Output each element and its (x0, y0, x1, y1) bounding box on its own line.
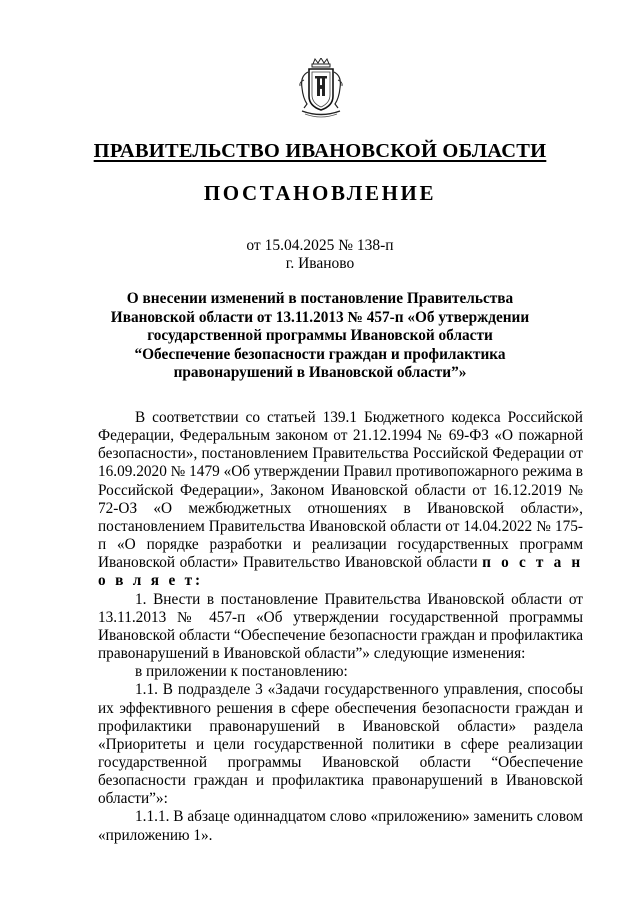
organization-name (0, 140, 640, 163)
document-title: О внесении изменений в постановление Правительства Ивановской области от 13.11.2013 № 457-п «Об утверждении государственной программы Ивановской области “Обеспечение безопасности граждан и профилактика правонарушений в Ивановской области”» (110, 290, 530, 382)
document-meta (0, 237, 640, 273)
paragraph-preamble (98, 409, 583, 591)
organization-text: ПРАВИТЕЛЬСТВО ИВАНОВСКОЙ ОБЛАСТИ (93, 140, 547, 162)
paragraph-appendix: в приложении к постановлению: (135, 663, 348, 681)
coat-of-arms-icon (296, 58, 346, 118)
resolves-word: п о с т а н о в л я е т: (98, 554, 583, 590)
paragraph-item-1-1-1: 1.1.1. В абзаце одиннадцатом слово «приложению» заменить словом «приложению 1». (98, 808, 583, 844)
document-type: ПОСТАНОВЛЕНИЕ (203, 181, 437, 205)
city: г. Иваново (285, 255, 355, 272)
paragraph-item-1: 1. Внести в постановление Правительства Ивановской области от 13.11.2013 № 457-п «Об утверждении государственной программы Ивановской области “Обеспечение безопасности граждан и профилактика правонарушений в Ивановской области”» следующие изменения: (98, 590, 583, 663)
date-number: от 15.04.2025 № 138-п (246, 237, 394, 254)
document-body (98, 409, 583, 845)
preamble-text: В соответствии со статьей 139.1 Бюджетного кодекса Российской Федерации, Федеральным законом от 21.12.1994 № 69-ФЗ «О пожарной безопасности», постановлением Правительства Российской Федерации от 16.09.2020 № 1479 «Об утверждении Правил противопожарного режима в Российской Федерации», Законом Ивановской области от 16.12.2019 № 72-ОЗ «О межбюджетных отношениях в Ивановской области», постановлением Правительства Ивановской области от 14.04.2022 № 175-п «О порядке разработки и реализации государственных программ Ивановской области» Правительство Ивановской области (98, 409, 583, 572)
paragraph-item-1-1: 1.1. В подразделе 3 «Задачи государственного управления, способы их эффективного решения в сфере обеспечения безопасности граждан и профилактики правонарушений в Ивановской области» раздела «Приоритеты и цели государственной политики в сфере реализации государственной программы Ивановской области “Обеспечение безопасности граждан и профилактика правонарушений в Ивановской области”»: (98, 681, 583, 808)
